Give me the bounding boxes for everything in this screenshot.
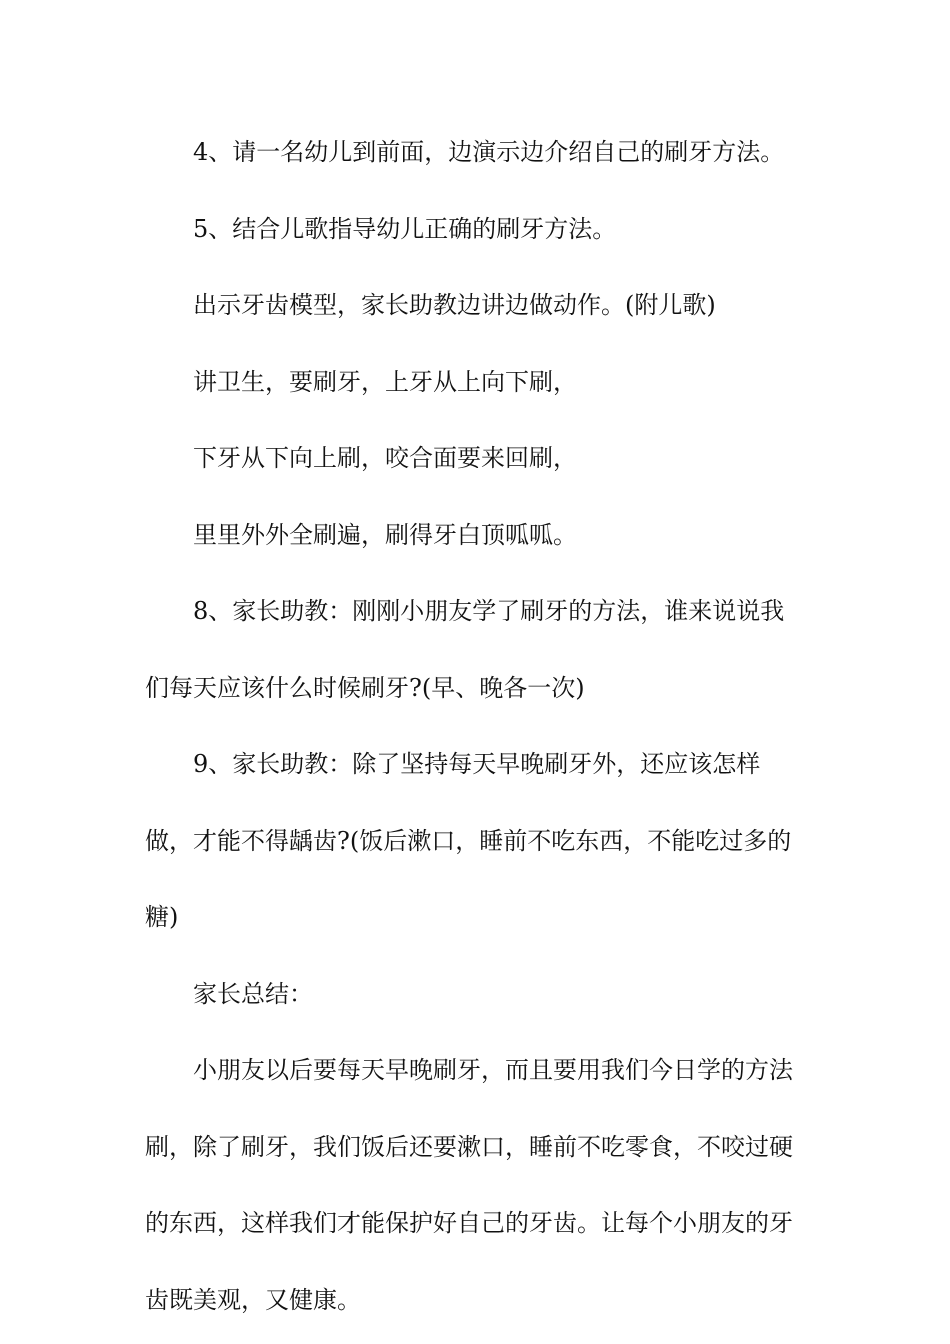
document-body (0, 114, 950, 1338)
paragraph-demo: 出示牙齿模型，家长助教边讲边做动作。(附儿歌) (193, 291, 716, 319)
song-line-2: 下牙从下向上刷，咬合面要来回刷， (193, 444, 577, 472)
summary-paragraph: 小朋友以后要每天早晚刷牙，而且要用我们今日学的方法刷，除了刷牙，我们饭后还要漱口，睡前不吃零食，不咬过硬的东西，这样我们才能保护好自己的牙齿。让每个小朋友的牙齿既美观，又健康。 (145, 1056, 793, 1314)
summary-heading: 家长总结： (193, 979, 313, 1008)
paragraph-step-8: 8、家长助教：刚刚小朋友学了刷牙的方法，谁来说说我们每天应该什么时候刷牙?(早、晚各一次) (145, 597, 785, 702)
song-line-3: 里里外外全刷遍，刷得牙白顶呱呱。 (193, 520, 577, 549)
paragraph-step-4: 4、请一名幼儿到前面，边演示边介绍自己的刷牙方法。 (193, 138, 785, 166)
paragraph-step-9: 9、家长助教：除了坚持每天早晚刷牙外，还应该怎样做，才能不得龋齿?(饭后漱口，睡前不吃东西，不能吃过多的糖) (145, 750, 792, 931)
paragraph-step-5: 5、结合儿歌指导幼儿正确的刷牙方法。 (193, 214, 617, 243)
song-line-1: 讲卫生，要刷牙，上牙从上向下刷， (193, 367, 577, 396)
